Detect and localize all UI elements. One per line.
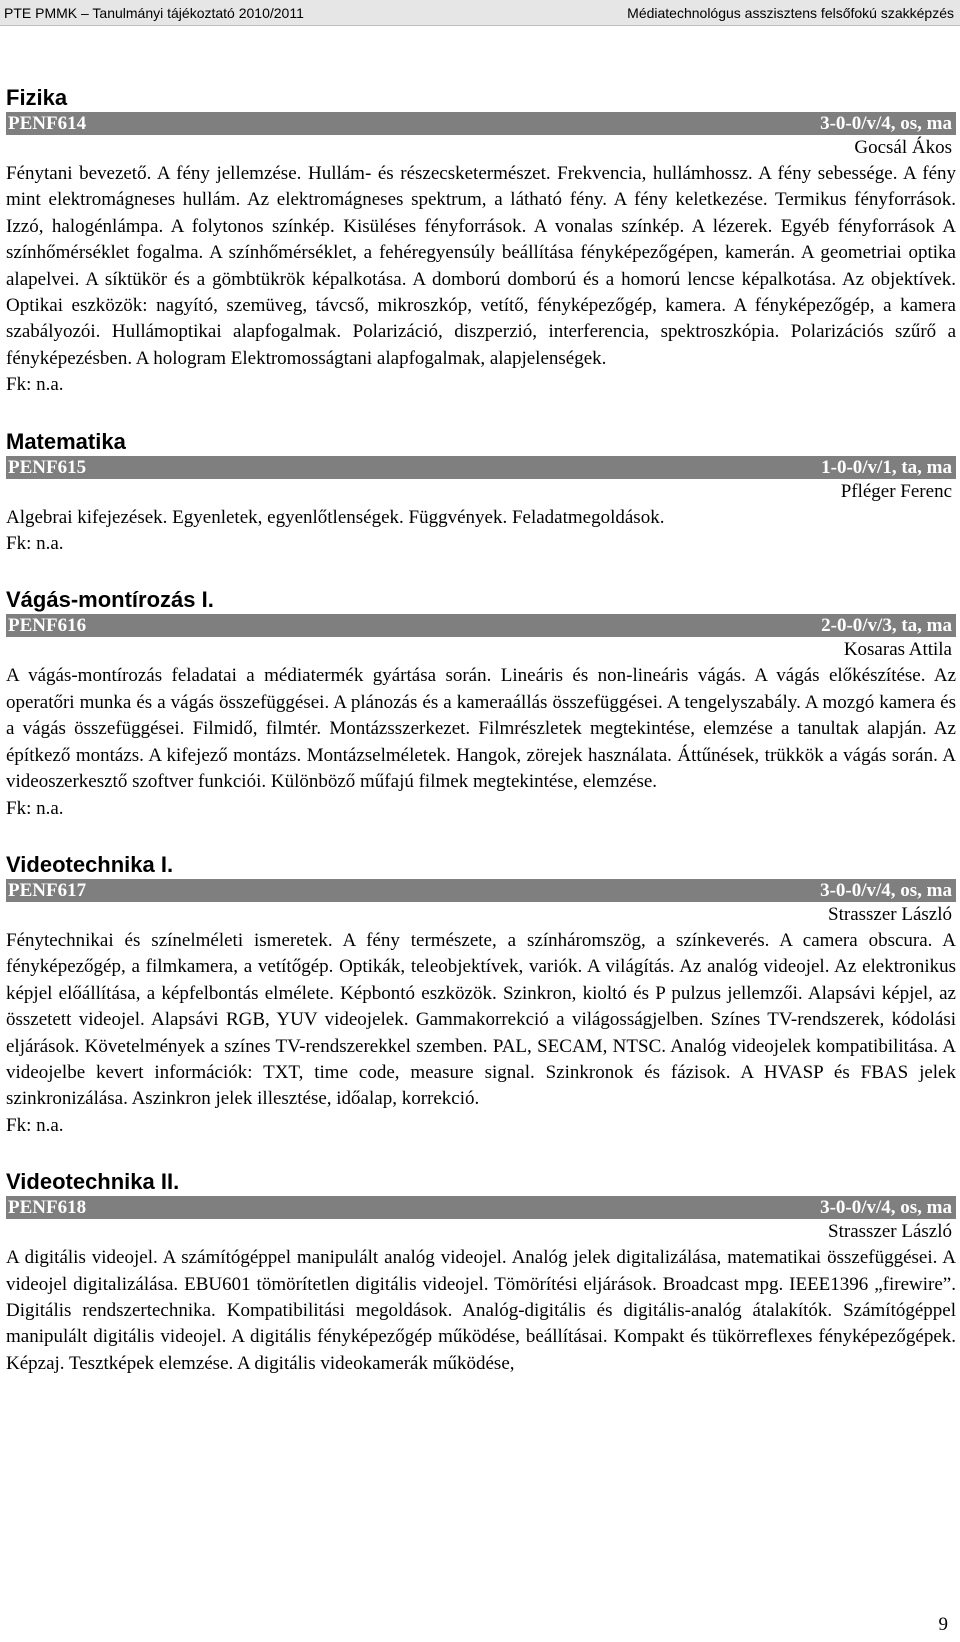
course-list	[6, 84, 956, 1377]
course-description: Algebrai kifejezések. Egyenletek, egyenlőtlenségek. Függvények. Feladatmegoldások.	[6, 506, 665, 528]
course-code-bar	[6, 879, 956, 902]
course-code: PENF614	[8, 113, 87, 134]
course-meta: 1-0-0/v/1, ta, ma	[821, 456, 952, 478]
course-instructor: Strasszer László	[828, 1221, 952, 1243]
course-code-bar	[6, 112, 956, 135]
course-block	[6, 586, 956, 821]
course-block	[6, 428, 956, 558]
course-title: Videotechnika II.	[6, 1169, 180, 1195]
course-description: A digitális videojel. A számítógéppel manipulált analóg videojel. Analóg jelek digitalizálása, matematikai összefüggései. A videojel digitalizálása. EBU601 tömörítetlen digitális videojel. Tömörítési eljárások. Broadcast mpg. IEEE1396 „firewire”. Digitális rendszertechnika. Kompatibilitási megoldások. Analóg-digitális és digitális-analóg átalakítók. Számítógéppel manipulált digitális videojel. A digitális fényképezőgép működése, beállításai. Kompakt és tükörreflexes fényképezőgépek. Képzaj. Tesztképek elemzése. A digitális videokamerák működése,	[6, 1247, 956, 1374]
course-code-bar	[6, 456, 956, 479]
course-block	[6, 851, 956, 1139]
course-code: PENF616	[8, 615, 87, 637]
course-code-bar	[6, 1196, 956, 1219]
course-fk: Fk: n.a.	[6, 1114, 64, 1136]
course-title: Matematika	[6, 428, 126, 454]
course-code: PENF617	[8, 879, 87, 901]
course-block	[6, 84, 956, 399]
course-instructor: Gocsál Ákos	[854, 137, 952, 158]
course-meta: 3-0-0/v/4, os, ma	[820, 1197, 952, 1219]
course-description: Fénytani bevezető. A fény jellemzése. Hullám- és részecsketermészet. Frekvencia, hullámhossz. A fény sebessége. A fény mint elektromágneses hullám. Az elektromágneses spektrum, a látható fény. A fény keletkezése. Termikus fényforrások. Izzó, halogénlámpa. A folytonos színkép. Kisüléses fényforrások. A vonalas színkép. A lézerek. Egyéb fényforrások A színhőmérséklet fogalma. A színhőmérséklet, a fehéregyensúly beállítása fényképezőgépen, kamerán. A geometriai optika alapelvei. A síktükör és a gömbtükrök képalkotása. A domború domború és a homorú lencse képalkotása. Az objektívek. Optikai eszközök: nagyító, szemüveg, távcső, mikroszkóp, vetítő, fényképezőgép, kamera. A fényképezőgép, a kamera szabályozói. Hullámoptikai alapfogalmak. Polarizáció, diszperzió, interferencia, spektroszkópia. Polarizációs szűrő a fényképezésben. A hologram Elektromosságtani alapfogalmak, alapjelenségek.	[6, 163, 956, 369]
course-code: PENF615	[8, 456, 87, 478]
course-fk: Fk: n.a.	[6, 374, 64, 396]
course-block	[6, 1168, 956, 1377]
course-description: Fénytechnikai és színelméleti ismeretek. A fény természete, a színháromszög, a színkeverés. A camera obscura. A fényképezőgép, a filmkamera, a vetítőgép. Optikák, teleobjektívek, variók. A világítás. Az analóg videojel. Az elektronikus képjel előállítása, a képfelbontás elmélete. Képbontó eszközök. Szinkron, kioltó és P pulzus jellemzői. Alapsávi képjel, az összetett videojel. Alapsávi RGB, YUV videojelek. Gammakorrekció a világosságjelben. Színes TV-rendszerek, kódolási eljárások. Követelmények a színes TV-rendszerekkel szemben. PAL, SECAM, NTSC. Analóg videojelek kompatibilitása. A videojelbe kevert információk: TXT, time code, measure signal. Szinkronok és fázisok. A HVASP és FBAS jelek szinkronizálása. Aszinkron jelek illesztése, időalap, korrekció.	[6, 929, 956, 1110]
course-meta: 3-0-0/v/4, os, ma	[820, 879, 952, 901]
header-left-text: PTE PMMK – Tanulmányi tájékoztató 2010/2011	[4, 4, 304, 21]
course-instructor: Kosaras Attila	[843, 639, 952, 661]
page-header	[0, 0, 960, 26]
course-fk: Fk: n.a.	[6, 533, 64, 555]
course-code: PENF618	[8, 1197, 87, 1219]
course-title: Vágás-montírozás I.	[6, 587, 214, 613]
page-number: 9	[938, 1614, 948, 1635]
header-right-text: Médiatechnológus asszisztens felsőfokú szakképzés	[627, 4, 954, 21]
course-title: Fizika	[6, 85, 68, 110]
course-description: A vágás-montírozás feladatai a médiatermék gyártása során. Lineáris és non-lineáris vágás. A vágás előkészítése. Az operatőri munka és a vágás összefüggései. A plánozás és a kameraállás összefüggései. A tengelyszabály. A mozgó kamera és a vágás összefüggései. Filmidő, filmtér. Montázsszerkezet. Filmrészletek megtekintése, elemzése a tanultak alapján. Az építkező montázs. A kifejező montázs. Montázselméletek. Hangok, zörejek használata. Áttűnések, trükkök a vágás során. A videoszerkesztő szoftver funkciói. Különböző műfajú filmek megtekintése, elemzése.	[6, 665, 956, 793]
course-meta: 2-0-0/v/3, ta, ma	[821, 615, 952, 637]
course-title: Videotechnika I.	[6, 851, 174, 877]
course-instructor: Pfléger Ferenc	[840, 480, 952, 502]
course-instructor: Strasszer László	[828, 903, 952, 925]
course-fk: Fk: n.a.	[6, 797, 64, 819]
course-code-bar	[6, 614, 956, 637]
course-meta: 3-0-0/v/4, os, ma	[820, 113, 952, 134]
